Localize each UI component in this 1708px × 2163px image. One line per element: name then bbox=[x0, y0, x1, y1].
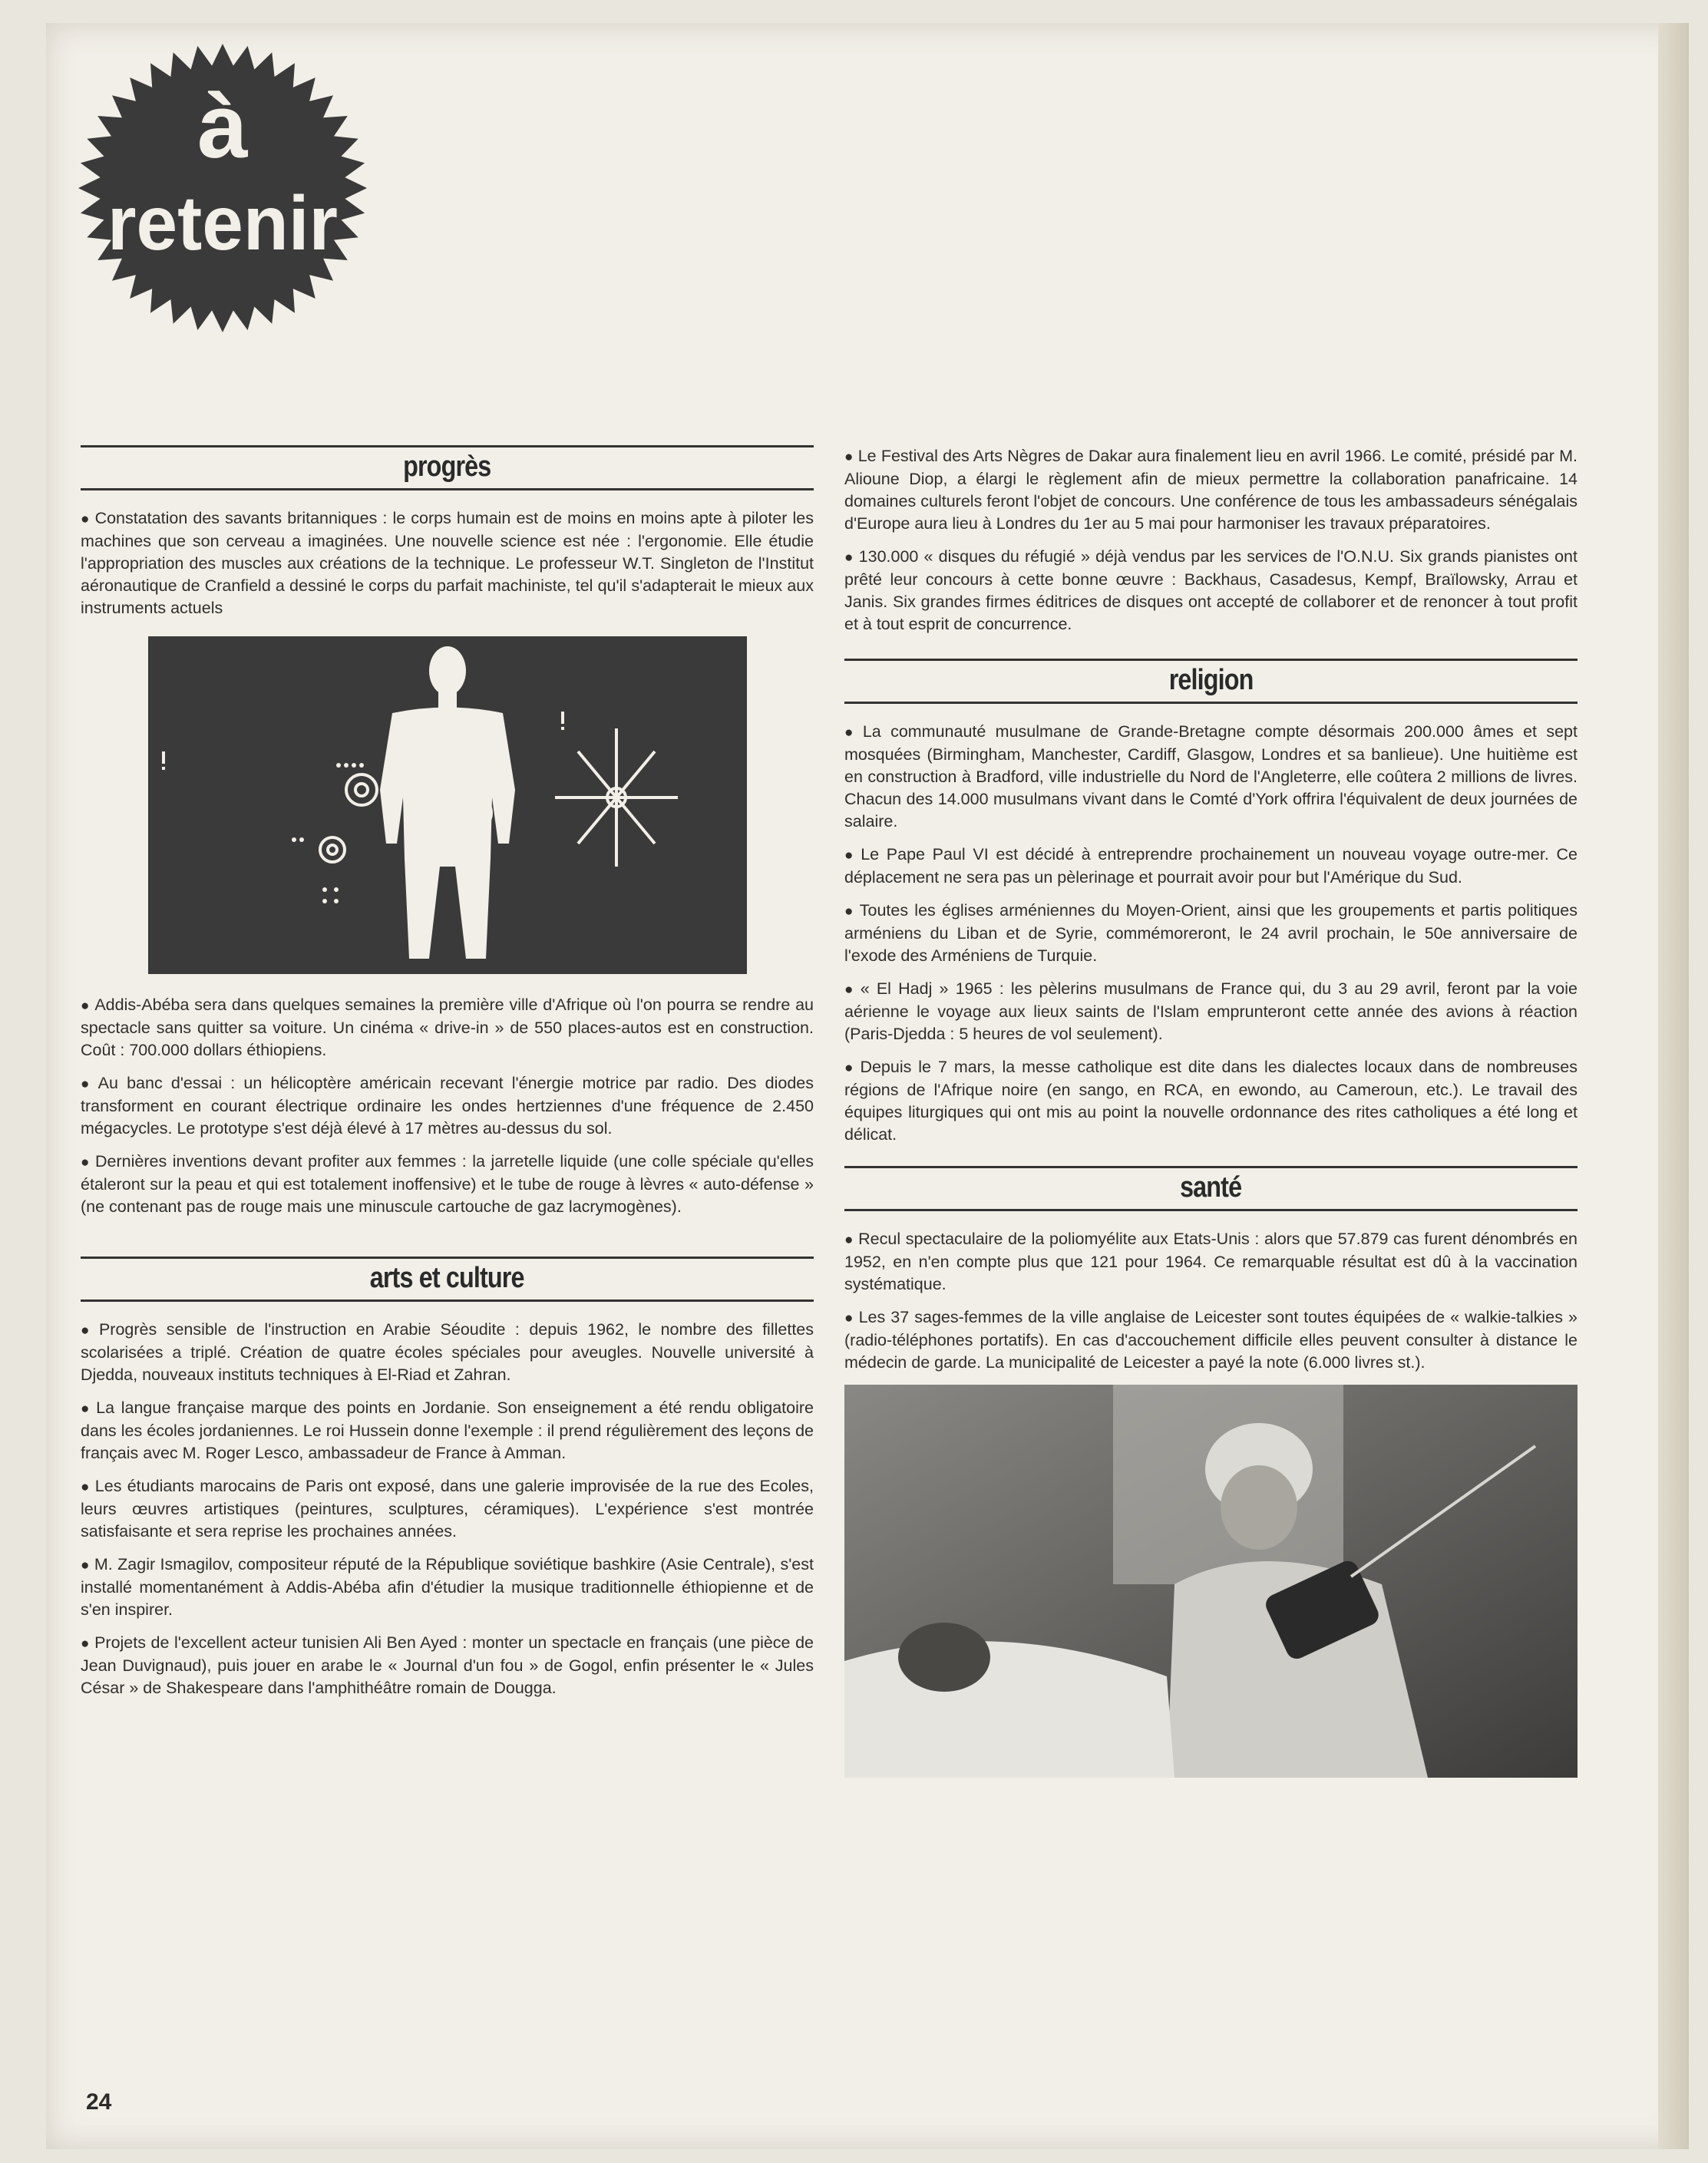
badge-line2: retenir bbox=[107, 180, 338, 266]
news-item: ● Le Festival des Arts Nègres de Dakar aura finalement lieu en avril 1966. Le comité, présidé par M. Alioune Diop, a élargi le règlement afin de mieux permettre la collaboration panafricaine. 14 domaines culturels feront l'objet de concours. Une conférence de tous les ambassadeurs sénégalais d'Europe aura lieu à Londres du 1er au 5 mai pour harmoniser les travaux préparatoires. bbox=[844, 447, 1578, 533]
news-item: ● Constatation des savants britanniques : le corps humain est de moins en moins apte à piloter les machines que son cerveau a imaginées. Une nouvelle science est née : l'ergonomie. Elle étudie l'appropriation des muscles aux créations de la technique. Le professeur W.T. Singleton de l'Institut aéronautique de Cranfield a dessiné le corps du parfait machiniste, tel qu'il s'adapterait le mieux aux instruments actuels bbox=[81, 509, 814, 617]
patient-head bbox=[898, 1623, 990, 1692]
news-item: ● 130.000 « disques du réfugié » déjà vendus par les services de l'O.N.U. Six grands pianistes ont prêté leur concours à cette bonne œuvre : Backhaus, Casadesus, Kempf, Braïlowsky, Arrau et Janis. Six grandes firmes éditrices de disques ont accepté de collaborer et de renoncer à tout profit et à tout esprit de concurrence. bbox=[844, 547, 1578, 633]
news-item: ● Les étudiants marocains de Paris ont exposé, dans une galerie improvisée de la rue des Ecoles, leurs œuvres artistiques (peintures, sculptures, céramiques). L'expérience s'est montrée satisfaisante et sera reprise les prochaines années. bbox=[81, 1477, 814, 1541]
bullet-icon: ● bbox=[81, 1479, 91, 1495]
section-heading-arts-et-culture: arts et culture bbox=[81, 1257, 814, 1302]
bullet-icon: ● bbox=[81, 1557, 90, 1574]
section-heading-sante: santé bbox=[844, 1166, 1578, 1211]
nurse-face bbox=[1221, 1465, 1297, 1550]
bullet-icon: ● bbox=[844, 449, 854, 465]
news-item: ● Dernières inventions devant profiter aux femmes : la jarretelle liquide (une colle spéciale qu'elles étaleront sur la peau et qui est totalement inoffensive) et le tube de rouge à lèvres « auto-défense » (ne contenant pas de rouge mais une minuscule cartouche de gaz lacrymogènes). bbox=[81, 1152, 814, 1216]
bullet-icon: ● bbox=[81, 998, 91, 1014]
right-column bbox=[844, 445, 1578, 1778]
page-spine bbox=[1658, 23, 1689, 2149]
news-item: ● Les 37 sages-femmes de la ville anglaise de Leicester sont toutes équipées de « walkie-talkies » (radio-téléphones portatifs). En cas d'accouchement difficile elles peuvent consulter à distance le médecin de garde. La municipalité de Leicester a payé la note (6.000 livres st.). bbox=[844, 1308, 1578, 1372]
news-item: ● Recul spectaculaire de la poliomyélite aux Etats-Unis : alors que 57.879 cas furent dénombrés en 1952, en n'en compte plus que 121 pour 1964. Ce remarquable résultat est dû à la vaccination systématique. bbox=[844, 1230, 1578, 1293]
bullet-icon: ● bbox=[844, 903, 855, 920]
bullet-icon: ● bbox=[844, 982, 856, 998]
midwife-walkie-talkie-photo bbox=[844, 1385, 1578, 1778]
bullet-icon: ● bbox=[844, 725, 858, 741]
news-item: ● Au banc d'essai : un hélicoptère américain recevant l'énergie motrice par radio. Des diodes transforment en courant électrique ordinaire les ondes hertziennes d'une fréquence de 2.450 mégacycles. Le prototype s'est déjà élevé à 17 mètres au-dessus du sol. bbox=[81, 1074, 814, 1138]
bullet-icon: ● bbox=[844, 1310, 854, 1326]
bullet-icon: ● bbox=[81, 1076, 94, 1092]
a-retenir-badge bbox=[77, 42, 368, 334]
bullet-icon: ● bbox=[81, 1636, 91, 1652]
bullet-icon: ● bbox=[844, 847, 857, 864]
news-item: ● Projets de l'excellent acteur tunisien Ali Ben Ayed : monter un spectacle en français (une pièce de Jean Duvignaud), puis jouer en arabe le « Journal d'un fou » de Gogol, enfin présenter le « Jules César » de Shakespeare dans l'amphithéâtre romain de Dougga. bbox=[81, 1633, 814, 1697]
left-column bbox=[81, 445, 814, 1710]
news-item: ● M. Zagir Ismagilov, compositeur réputé de la République soviétique bashkire (Asie Centrale), s'est installé momentanément à Addis-Abéba afin d'étudier la musique traditionnelle éthiopienne et de s'en inspirer. bbox=[81, 1555, 814, 1619]
bullet-icon: ● bbox=[81, 511, 91, 527]
news-item: ● Addis-Abéba sera dans quelques semaines la première ville d'Afrique où l'on pourra se rendre au spectacle sans quitter sa voiture. Un cinéma « drive-in » de 550 places-autos est en construction. Coût : 700.000 dollars éthiopiens. bbox=[81, 996, 814, 1059]
bullet-icon: ● bbox=[81, 1323, 94, 1339]
news-item: ● Toutes les églises arméniennes du Moyen-Orient, ainsi que les groupements et partis politiques arméniens du Liban et de Syrie, commémoreront, le 24 avril prochain, le 50e anniversaire de l'exode des Arméniens de Turquie. bbox=[844, 901, 1578, 965]
bullet-icon: ● bbox=[81, 1401, 92, 1417]
news-item: ● Le Pape Paul VI est décidé à entreprendre prochainement un nouveau voyage outre-mer. Ce déplacement ne sera pas un pèlerinage et pourrait avoir pour but l'Amérique du Sud. bbox=[844, 845, 1578, 887]
badge-line1: à bbox=[197, 76, 248, 177]
news-item: ● La communauté musulmane de Grande-Bretagne compte désormais 200.000 âmes et sept mosquées (Birmingham, Manchester, Cardiff, Glasgow, Londres et sa banlieue). Une huitième est en construction à Bradford, ville industrielle du Nord de l'Angleterre, elle coûtera 2 millions de livres. Chacun des 14.000 musulmans vivant dans le Comté d'York offrira l'équivalent de deux journées de salaire. bbox=[844, 722, 1578, 831]
machinist-body-diagram bbox=[148, 636, 747, 974]
section-heading-progres: progrès bbox=[81, 445, 814, 490]
news-item: ● « El Hadj » 1965 : les pèlerins musulmans de France qui, du 3 au 29 avril, feront par la voie aérienne le voyage aux lieux saints de l'Islam emprunteront cette année des avions à réaction (Paris-Djedda : 5 heures de vol seulement). bbox=[844, 979, 1578, 1043]
news-item: ● Depuis le 7 mars, la messe catholique est dite dans les dialectes locaux dans de nombreuses régions de l'Afrique noire (en sango, en RCA, en ewondo, au Cameroun, etc.). Le travail des équipes liturgiques qui ont mis au point la nouvelle ordonnance des rites catholiques a été long et délicat. bbox=[844, 1058, 1578, 1144]
page-number: 24 bbox=[86, 2089, 112, 2115]
bullet-icon: ● bbox=[844, 550, 854, 566]
bullet-icon: ● bbox=[81, 1154, 91, 1171]
section-heading-religion: religion bbox=[844, 659, 1578, 704]
news-item: ● Progrès sensible de l'instruction en Arabie Séoudite : depuis 1962, le nombre des fillettes scolarisées a triplé. Création de quatre écoles spéciales pour aveugles. Nouvelle université à Djedda, nouveaux instituts techniques à El-Riad et Zahran. bbox=[81, 1320, 814, 1384]
bullet-icon: ● bbox=[844, 1232, 854, 1248]
bullet-icon: ● bbox=[844, 1060, 856, 1076]
news-item: ● La langue française marque des points en Jordanie. Son enseignement a été rendu obligatoire dans les écoles jordaniennes. Le roi Hussein donne l'exemple : il prend régulièrement des leçons de français avec M. Roger Lesco, ambassadeur de France à Amman. bbox=[81, 1399, 814, 1462]
